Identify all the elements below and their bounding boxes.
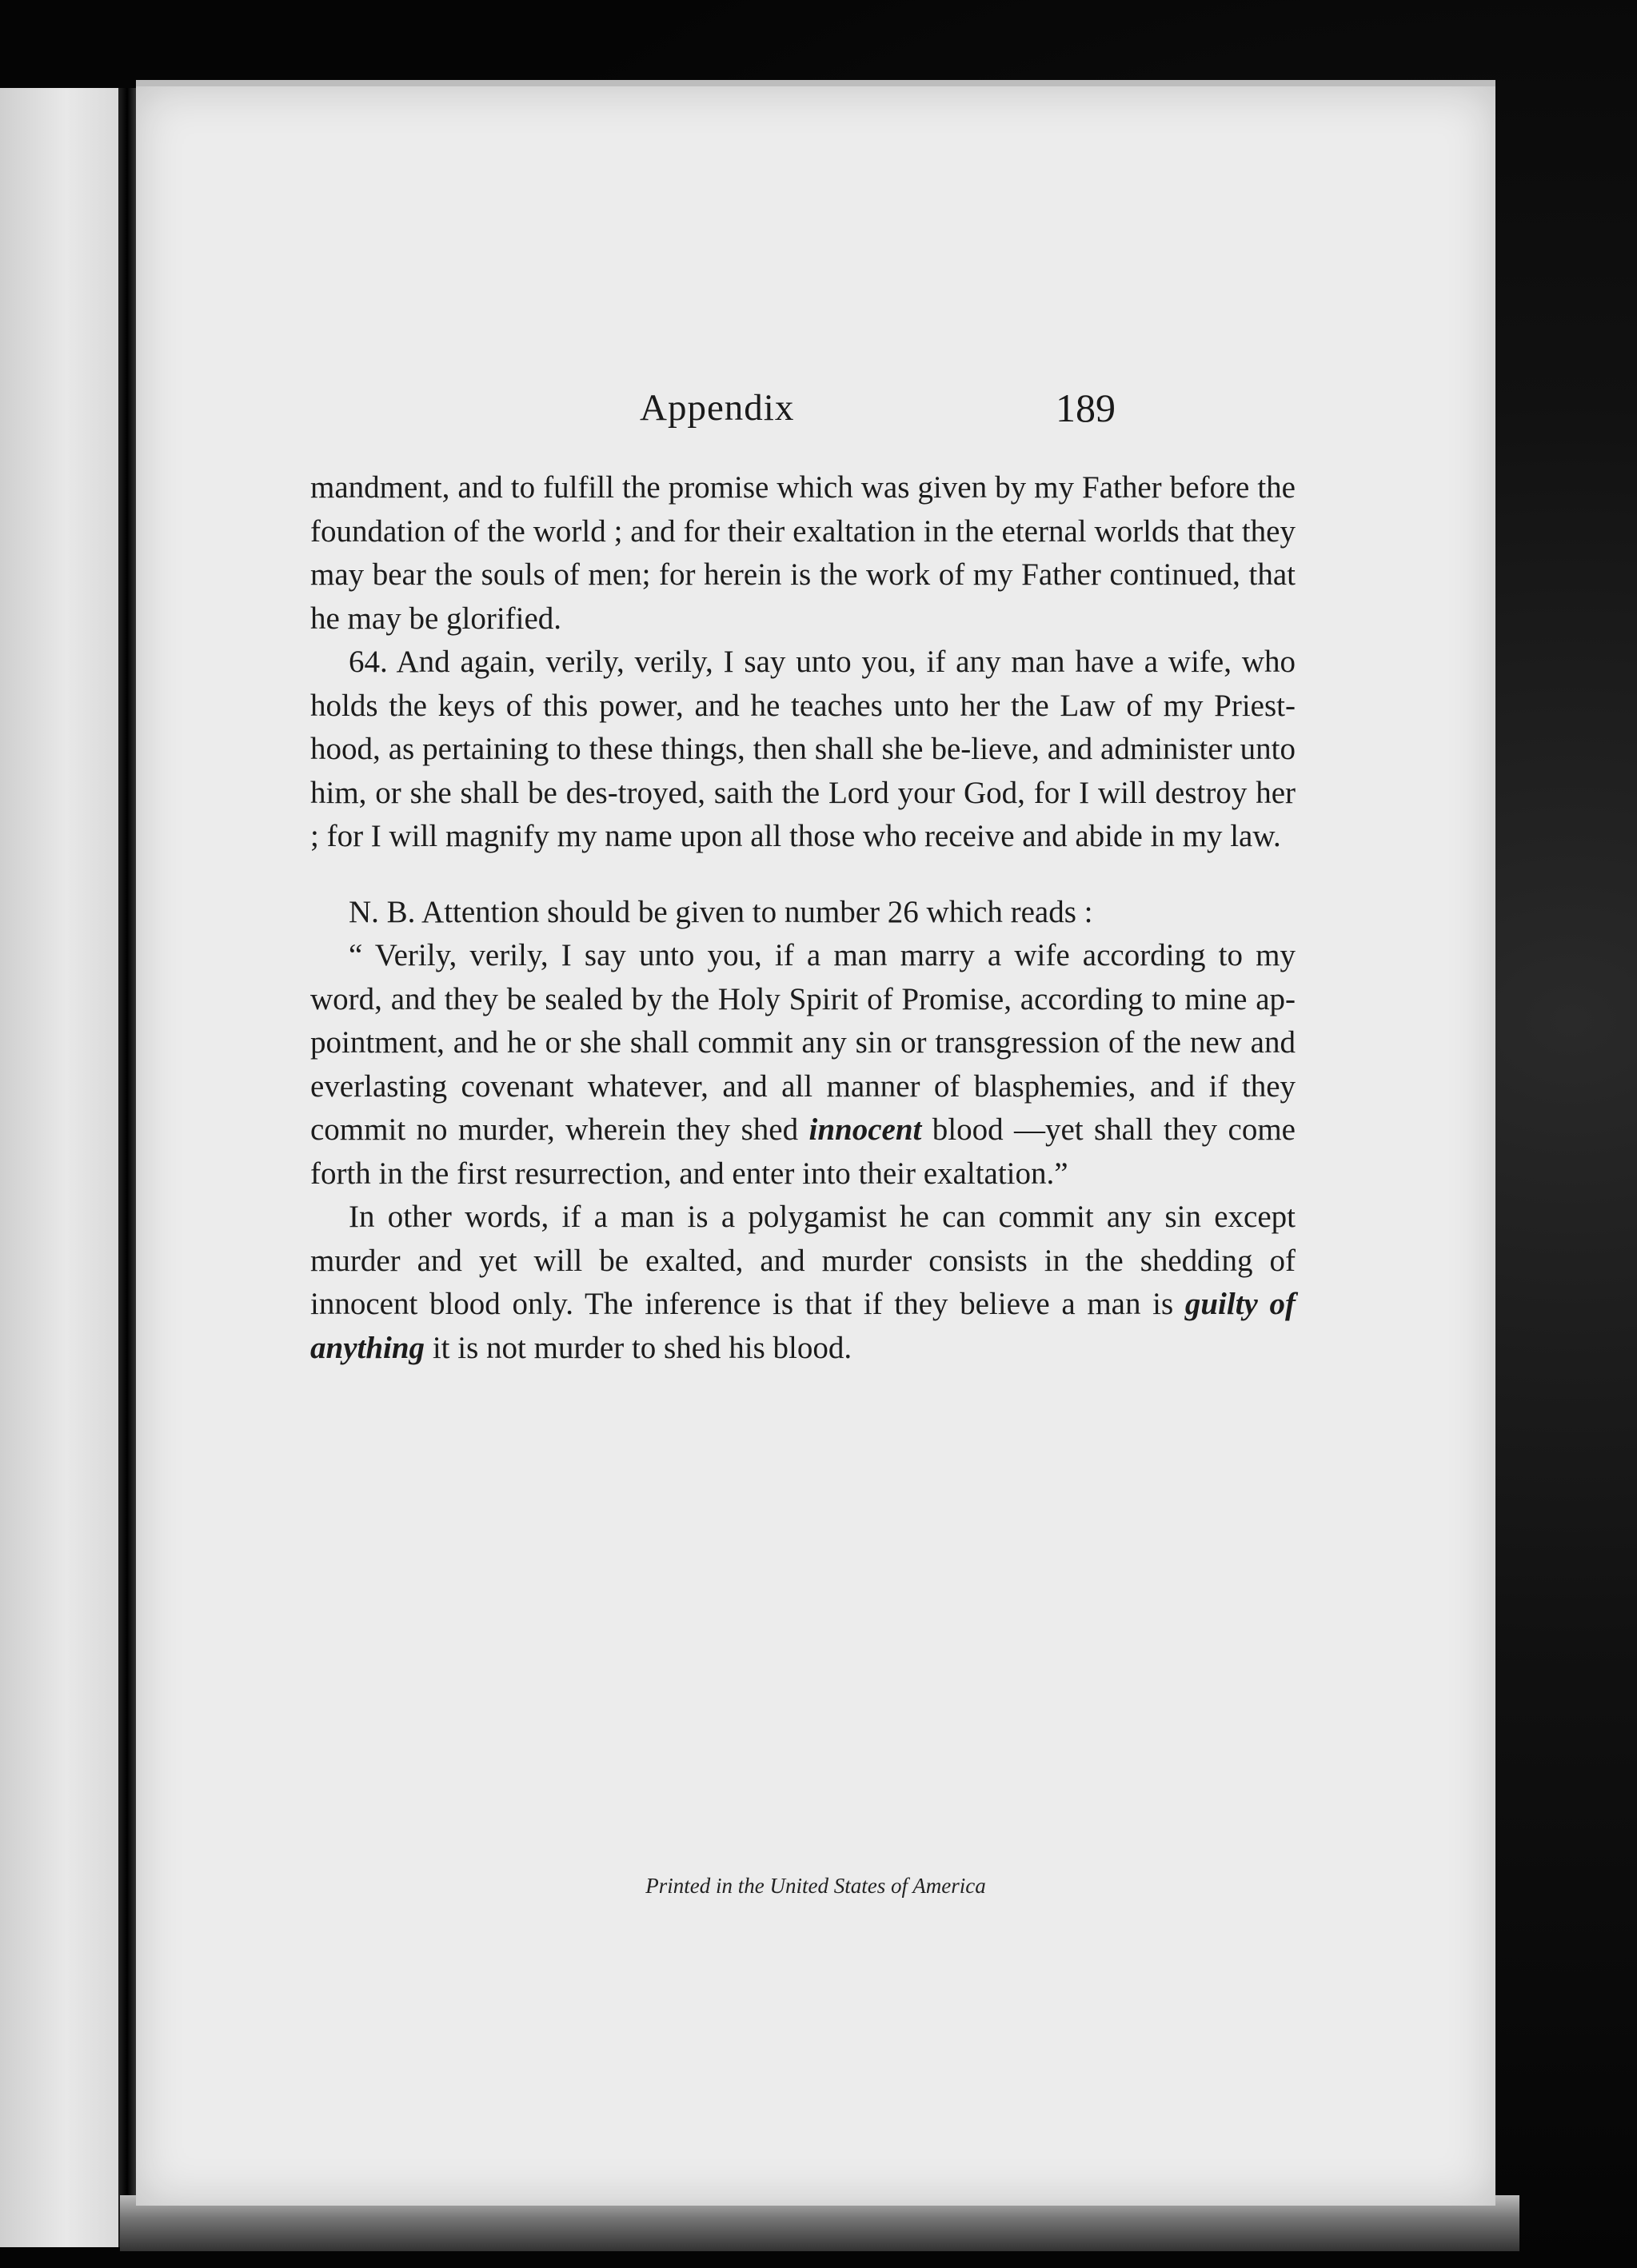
conclusion-text-before: In other words, if a man is a polygamist he can commit any sin except murder and yet will be exalted, and murder consists in the shedding of innocent blood only. The inference is that if they believe a man is [310,1200,1296,1321]
conclusion-emphasis: guilty of anything [310,1287,1296,1365]
running-head: Appendix [640,387,795,429]
page-number: 189 [1056,385,1116,430]
nota-bene-paragraph: N. B. Attention should be given to number 26 which reads : [349,894,1093,929]
printer-imprint: Printed in the United States of America [645,1874,986,1898]
body-text [310,466,1296,1370]
section-gap [310,859,1296,891]
book-page [136,80,1495,2206]
paragraph-continuation: mandment, and to fulfill the promise which was given by my Father before the foundation of the world ; and for their exaltation in the eternal worlds that they may bear the souls of men; for herein is the work of my Father continued, that he may be glorified. [310,470,1296,636]
left-page-edge [0,88,120,2247]
quote-text-after: blood —yet shall they come forth in the first resurrection, and enter into their exaltation.” [310,1112,1296,1191]
paragraph-64: 64. And again, verily, verily, I say unto you, if any man have a wife, who holds the keys of this power, and he teaches unto her the Law of my Priest-hood, as pertaining to these things, then shall she be-lieve, and administer unto him, or she shall be des-troyed, saith the Lord your God, for I will destroy her ; for I will magnify my name upon all those who receive and abide in my law. [310,645,1296,853]
conclusion-text-after: it is not murder to shed his blood. [425,1330,852,1365]
quote-emphasis: innocent [809,1112,922,1147]
quoted-passage [310,934,1296,1196]
page-header [136,298,1495,430]
book-spine [118,88,136,2247]
conclusion-paragraph [310,1196,1296,1370]
quote-text-before: “ Verily, verily, I say unto you, if a man marry a wife according to my word, and they be sealed by the Holy Spirit of Promise, according to mine ap-pointment, and he or she shall commit any sin or transgression of the new and everlasting covenant whatever, and all manner of blasphemies, and if they commit no murder, wherein they shed [310,938,1296,1147]
